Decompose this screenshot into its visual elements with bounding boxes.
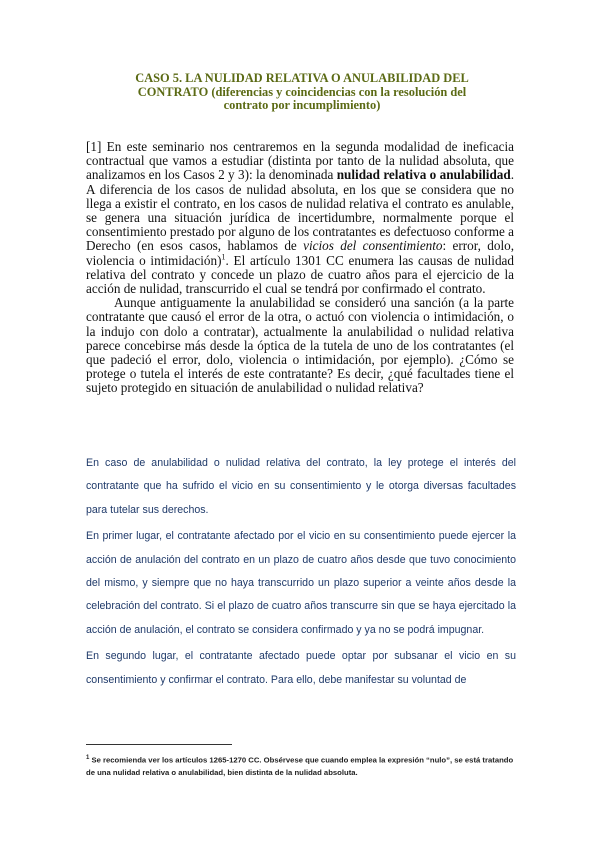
answer-paragraph-1: En caso de anulabilidad o nulidad relativa del contrato, la ley protege el interés del contratante que ha sufrido el vicio en su consentimiento y le otorga diversas facultades para tutelar sus derechos. xyxy=(86,457,516,516)
answer-paragraph-2: En primer lugar, el contratante afectado por el vicio en su consentimiento puede ejercer la acción de anulación del contrato en un plazo de cuatro años desde que tuvo conocimiento del mismo, y siempre que no haya transcurrido un plazo superior a veinte años desde la celebración del contrato. Si el plazo de cuatro años transcurre sin que se haya ejercitado la acción de anulación, el contrato se considera confirmado y ya no se podrá impugnar. xyxy=(86,530,516,636)
italic-term: vicios del consentimiento xyxy=(303,238,443,254)
question-text xyxy=(86,140,514,396)
case-title xyxy=(92,72,512,113)
title-line-3: contrato por incumplimiento) xyxy=(223,98,381,112)
key-term: nulidad relativa o anulabilidad xyxy=(336,167,511,183)
answer-text xyxy=(86,452,516,695)
paragraph-marker: [1] xyxy=(86,139,102,154)
title-line-2: CONTRATO (diferencias y coincidencias con la resolución del xyxy=(137,84,467,99)
answer-paragraph-3: En segundo lugar, el contratante afectado puede optar por subsanar el vicio en su consentimiento y confirmar el contrato. Para ello, debe manifestar su voluntad de xyxy=(86,650,516,686)
footnote xyxy=(86,752,516,779)
title-line-1: CASO 5. LA NULIDAD RELATIVA O ANULABILIDAD DEL xyxy=(135,71,469,85)
footnote-divider xyxy=(86,744,232,745)
footnote-marker: 1 xyxy=(86,755,90,761)
paragraph-2: Aunque antiguamente la anulabilidad se consideró una sanción (a la parte contratante que causó el error de la otra, o actuó con violencia o intimidación, o la indujo con dolo a contratar), actualmente la anulabilidad o nulidad relativa parece concebirse más desde la óptica de la tutela de uno de los contratantes (el que padeció el error, dolo, violencia o intimidación, por ejemplo). ¿Cómo se protege o tutela el interés de este contratante? Es decir, ¿qué facultades tiene el sujeto protegido en situación de anulabilidad o nulidad relativa? xyxy=(86,295,514,396)
footnote-reference[interactable]: 1 xyxy=(221,252,226,262)
footnote-text: Se recomienda ver los artículos 1265-1270 CC. Obsérvese que cuando emplea la expresión “nulo”, se está tratando de una nulidad relativa o anulabilidad, bien distinta de la nulidad absoluta. xyxy=(86,755,514,777)
paragraph-1: [1] En este seminario nos centraremos en la segunda modalidad de ineficacia contractual que vamos a estudiar (distinta por tanto de la nulidad absoluta, que analizamos en los Casos 2 y 3): la denominada nulidad relativa o anulabilidad. A diferencia de los casos de nulidad absoluta, en los que se considera que no llega a existir el contrato, en los casos de nulidad relativa el contrato es anulable, se genera una situación jurídica de incertidumbre, normalmente porque el consentimiento prestado por alguno de los contratantes es defectuoso conforme a Derecho (en esos casos, hablamos de vicios del consentimiento: error, dolo, violencia o intimidación)$^1$. El artículo 1301 CC enumera las causas de nulidad relativa del contrato y concede un plazo de cuatro años para el ejercicio de la acción de nulidad, transcurrido el cual se tendrá por confirmado el contrato. xyxy=(86,139,515,297)
